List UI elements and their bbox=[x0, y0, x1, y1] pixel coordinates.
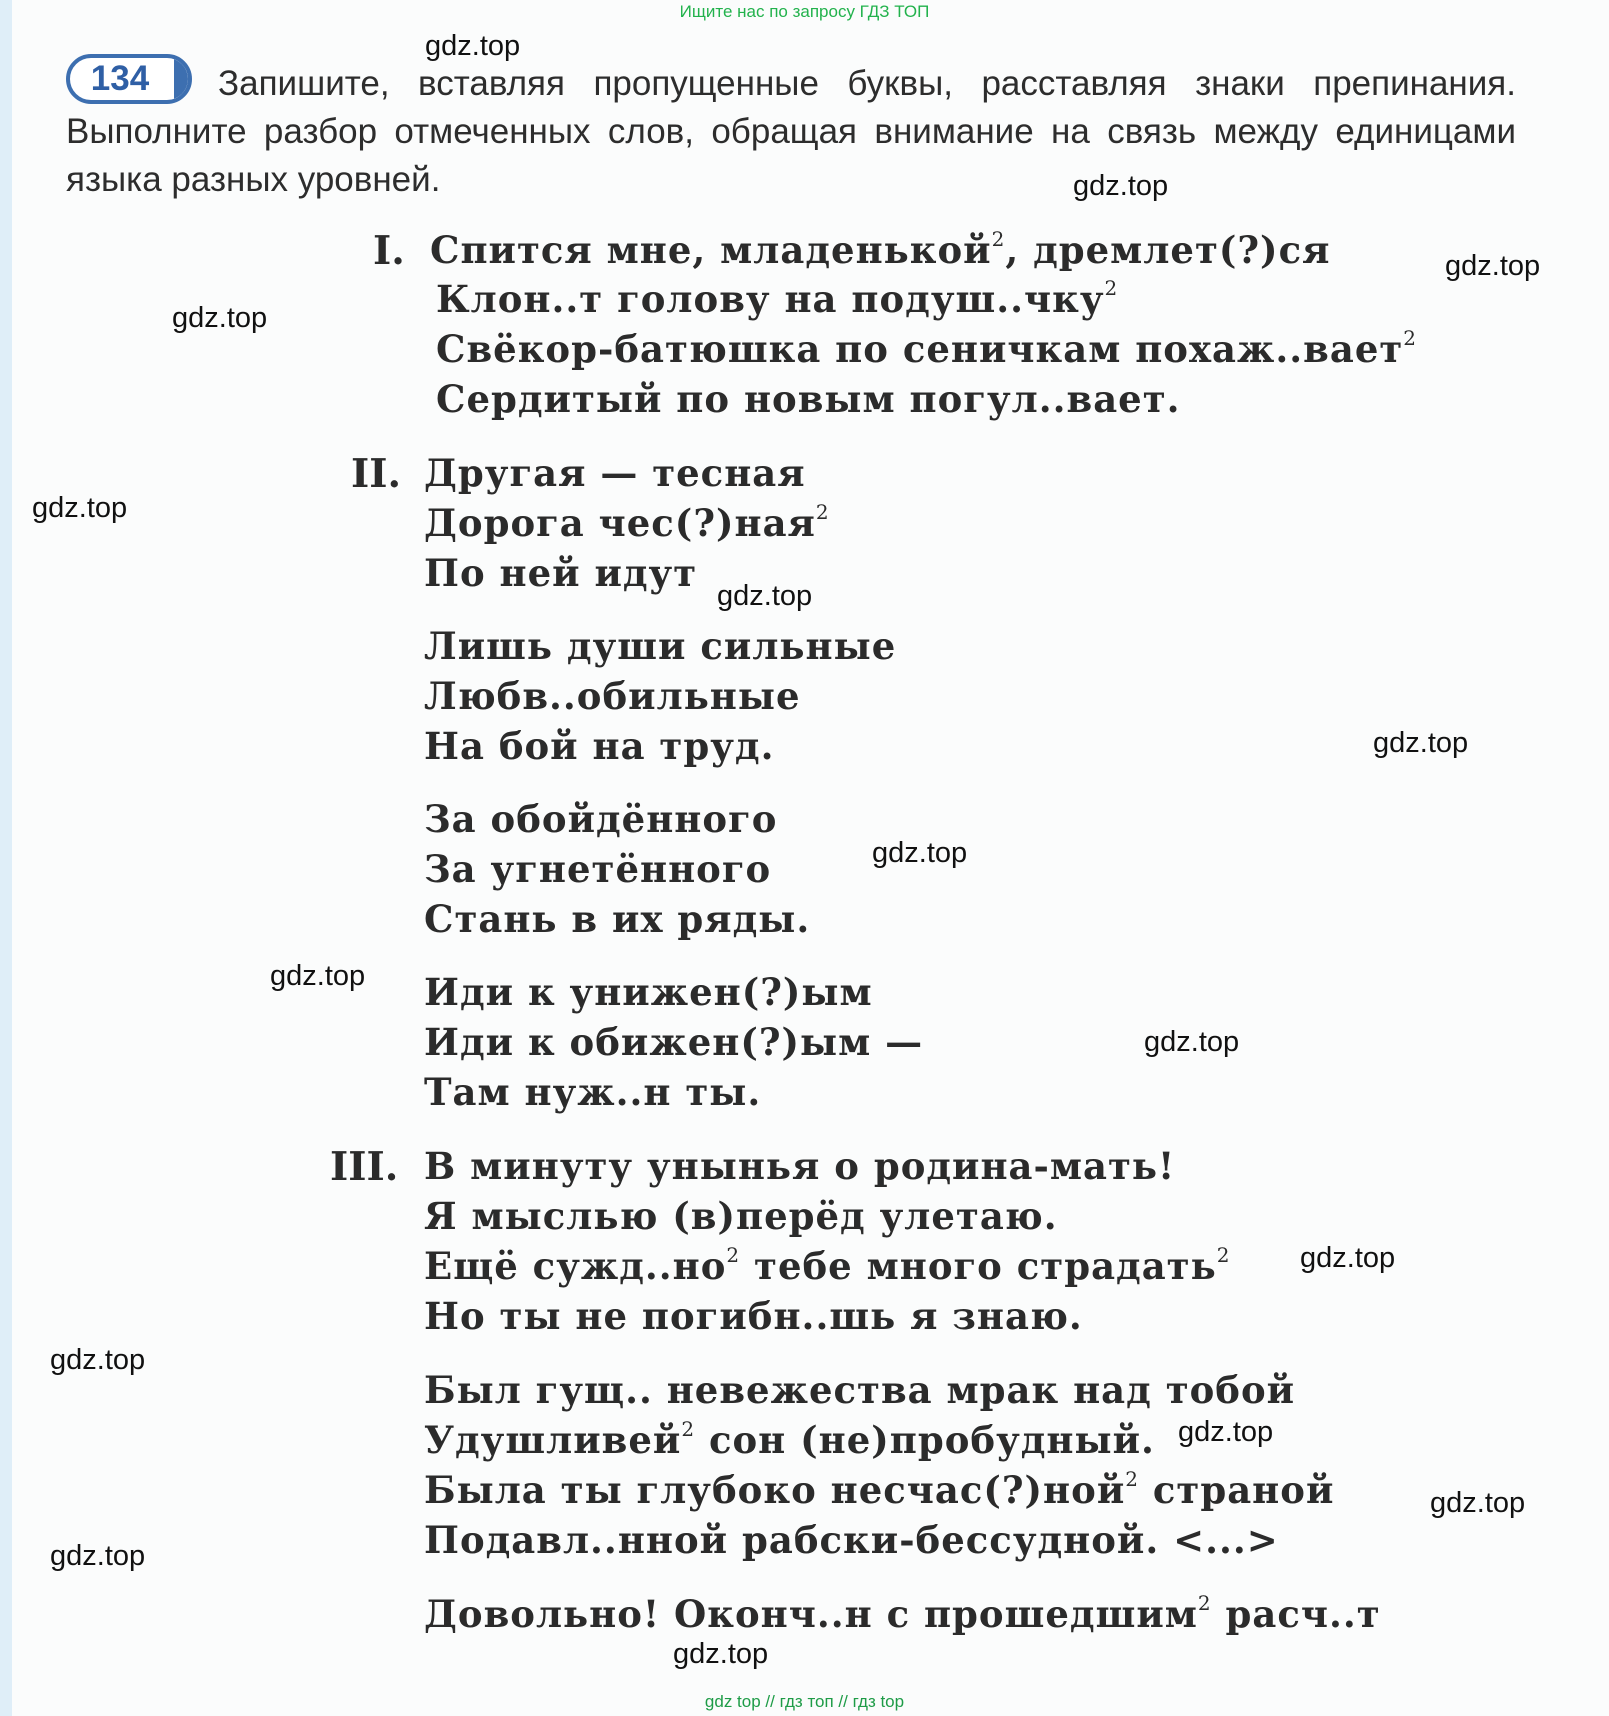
page-edge bbox=[0, 0, 12, 1716]
poem-line: За угнетённого bbox=[424, 847, 772, 891]
watermark: gdz.top bbox=[717, 580, 813, 612]
poem-line: Сердитый по новым погул..вает. bbox=[436, 377, 1181, 421]
poem-line: В минуту унынья о родина-мать! bbox=[424, 1144, 1176, 1188]
poem-line: За обойдённого bbox=[424, 797, 778, 841]
watermark: gdz.top bbox=[1073, 170, 1169, 202]
section-label-1: I. bbox=[373, 228, 405, 274]
poem-line: Любв..обильные bbox=[424, 674, 801, 718]
poem-line: Был гущ.. невежества мрак над тобой bbox=[424, 1368, 1296, 1412]
exercise-instruction: Запишите, вставляя пропущенные буквы, расставляя знаки препинания. Выполните разбор отмеченных слов, обращая внимание на связь между единицами языка разных уровней. bbox=[66, 64, 1516, 199]
poem-line: Там нуж..н ты. bbox=[424, 1070, 762, 1114]
top-banner: Ищите нас по запросу ГДЗ ТОП bbox=[679, 2, 930, 21]
poem-line: Клон..т голову на подуш..чку$^2$ bbox=[436, 275, 1119, 321]
bottom-banner: gdz top // гдз топ // гдз top bbox=[704, 1692, 905, 1711]
poem-line: Спится мне, младенькой$^2$, дремлет(?)ся bbox=[430, 226, 1331, 272]
poem-line: Иди к унижен(?)ым bbox=[424, 970, 873, 1014]
section-label-3: III. bbox=[330, 1144, 399, 1190]
watermark: gdz.top bbox=[270, 960, 366, 992]
poem-line: Иди к обижен(?)ым — bbox=[424, 1020, 924, 1064]
watermark: gdz.top bbox=[1144, 1026, 1240, 1058]
poem-line: Довольно! Оконч..н с прошедшим$^2$ расч..т bbox=[424, 1590, 1381, 1636]
poem-line: Лишь души сильные bbox=[424, 624, 897, 668]
section-label-2: II. bbox=[351, 451, 402, 497]
poem-line: Но ты не погибн..шь я знаю. bbox=[424, 1294, 1083, 1338]
poem-line: Была ты глубоко несчас(?)ной$^2$ страной bbox=[424, 1466, 1335, 1512]
poem-line: Дорога чес(?)ная$^2$ bbox=[424, 499, 830, 545]
watermark: gdz.top bbox=[172, 302, 268, 334]
poem-line: По ней идут bbox=[424, 551, 698, 595]
poem-line: На бой на труд. bbox=[424, 724, 775, 768]
poem-line: Подавл..нной рабски-бессудной. <...> bbox=[424, 1518, 1279, 1562]
watermark: gdz.top bbox=[32, 492, 128, 524]
watermark: gdz.top bbox=[1178, 1416, 1274, 1448]
exercise-number: 134 bbox=[90, 59, 150, 98]
poem-line: Удушливей$^2$ сон (не)пробудный. bbox=[424, 1416, 1155, 1462]
poem-line: Свёкор-батюшка по сеничкам похаж..вает$^2$ bbox=[436, 325, 1418, 371]
watermark: gdz.top bbox=[50, 1540, 146, 1572]
poem-line: Стань в их ряды. bbox=[424, 897, 811, 941]
poem-line: Другая — тесная bbox=[424, 451, 806, 495]
watermark: gdz.top bbox=[1445, 250, 1541, 282]
watermark: gdz.top bbox=[1300, 1242, 1396, 1274]
watermark: gdz.top bbox=[1430, 1487, 1526, 1519]
watermark: gdz.top bbox=[50, 1344, 146, 1376]
watermark: gdz.top bbox=[1373, 727, 1469, 759]
watermark: gdz.top bbox=[425, 30, 521, 62]
poem-line: Ещё $сужд..но^2$ тебе много страдать$^2$ bbox=[424, 1242, 1231, 1288]
watermark: gdz.top bbox=[673, 1638, 769, 1670]
watermark: gdz.top bbox=[872, 837, 968, 869]
poem-line: Я мыслью (в)перёд улетаю. bbox=[424, 1194, 1058, 1238]
